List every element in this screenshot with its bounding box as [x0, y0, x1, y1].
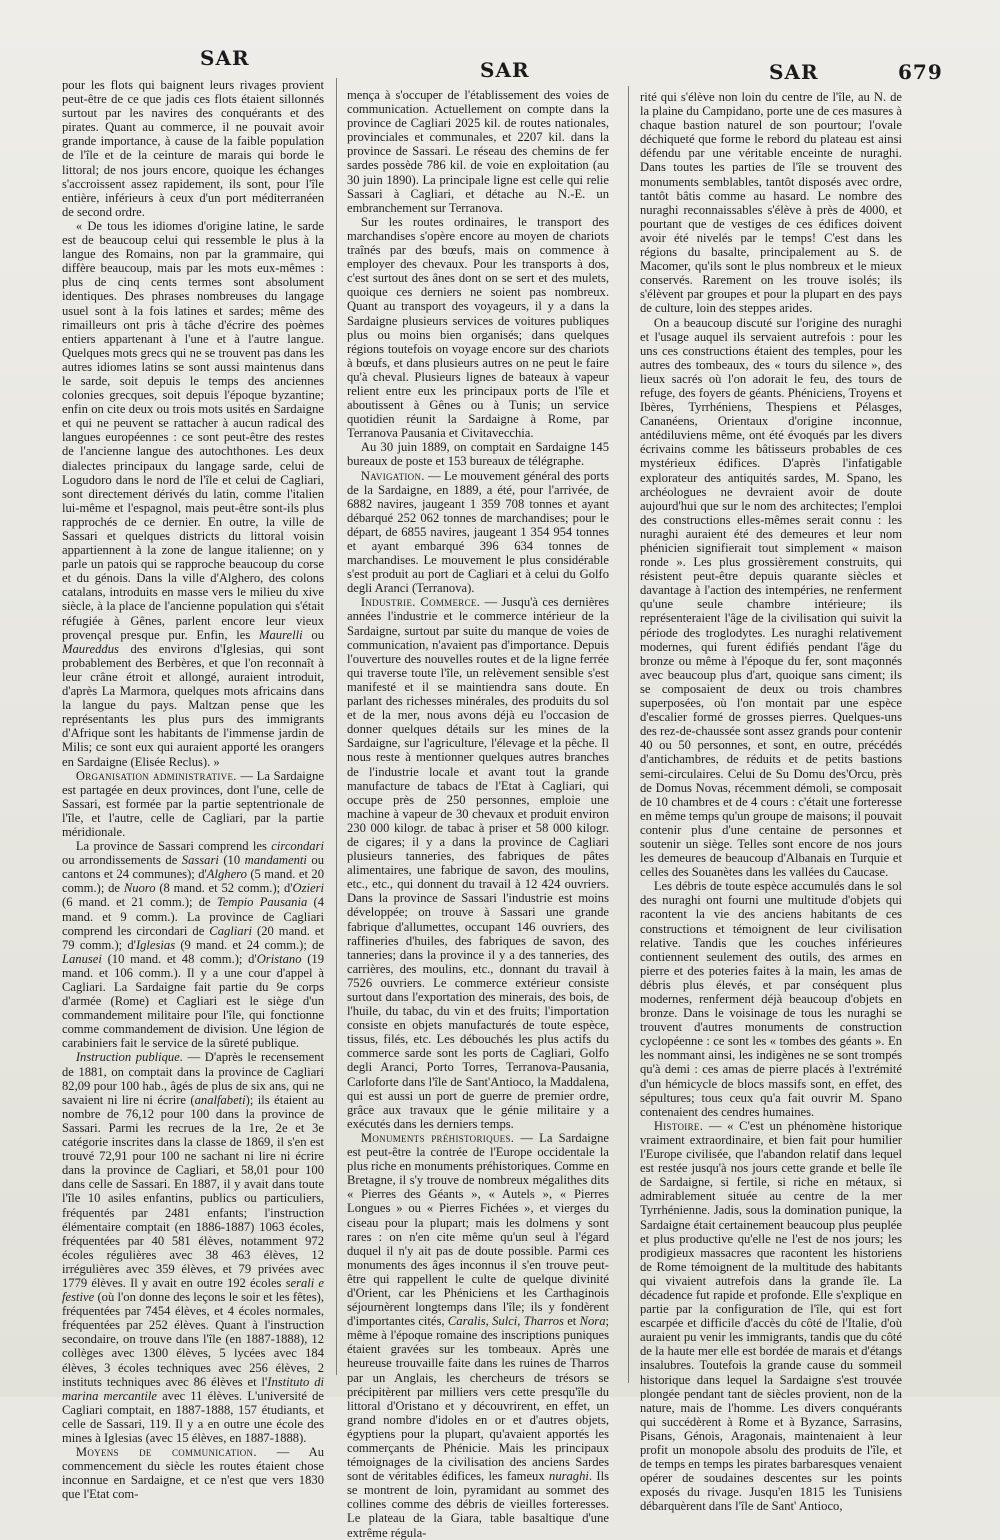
italic-term: Caralis, Sulci, Tharros	[447, 1314, 564, 1329]
italic-term: Nuoro	[123, 881, 156, 896]
text-run: (6 mand. et 21 comm.); de	[62, 895, 217, 910]
running-header-right: SAR	[769, 60, 819, 84]
page-number: 679	[898, 60, 943, 84]
italic-term: analfabeti	[194, 1092, 246, 1107]
text-run: — Le mouvement général des ports de la Sardaigne, en 1889, a été, pour l'arrivée, de 6882 navires, jaugeant 1 359 708 tonnes et ayant débarqué 252 062 tonnes de marchandises; pour le départ, de 6855 navires, jaugeant 1 354 954 tonnes et ayant embarqué 396 634 tonnes de marchandises. Le mouvement le plus considérable s'est produit au port de Cagliari et à celui du Golfo degli Aranci (Terranova).	[347, 468, 609, 596]
italic-term: Ozieri	[292, 881, 324, 896]
paragraph: On a beaucoup discuté sur l'origine des nuraghi et l'usage auquel ils servaient autrefois : pour les uns ces constructions étaient des temples, pour les autres des tombeaux, des « tours du silence », des lieux sacrés où l'on adorait le feu, des tours de refuge, des foyers de géants. Phéniciens, Troyens et Ibères, Tyrrhéniens, Thespiens et Pélasges, Cananéens, Orientaux d'origine inconnue, antédiluviens même, ont été évoqués par les divers écrivains comme les bâtisseurs probables de ces mystérieux édifices. D'après l'infatigable explorateur des antiquités sardes, M. Spano, les archéologues ne devraient avoir de doute aujourd'hui que sur le nom des architectes; l'emploi des constructions elles-mêmes serait connu : les nuraghi auraient été des demeures et leur nom phénicien signifierait tout simplement « maison ronde ». Les plus grossièrement construits, qui résistent peut-être depuis quarante siècles et davantage à l'action des intempéries, ne renferment qu'une seule chambre intérieure; ils représenteraient l'âge de la civilisation qui suivit la période des troglodytes. Les nuraghi relativement modernes, qui furent édifiés pendant l'âge du bronze ou même à l'époque du fer, sont maçonnés avec beaucoup plus d'art, quoique sans ciment; ils se composaient de deux ou trois chambres superposées, où l'on montait par une espèce d'escalier formé de grosses pierres. Quelques-uns des rez-de-chaussée sont assez grands pour contenir 40 ou 50 personnes, et sont, en outre, précédés d'antichambres, de réduits et de petits bastions semi-circulaires. Celui de Su Domu des'Orcu, près de Domus Novas, récemment démoli, se composait de 10 chambres et de 4 cours : c'était une forteresse en même temps qu'un groupe de maisons; il pouvait contenir plus d'une centaine de personnes et soutenir un siège. Telles sont encore de nos jours les demeures de beaucoup d'Albanais en Turquie et celles des Souanètes dans les vallées du Caucase.	[640, 315, 902, 880]
italic-term: circondari	[271, 839, 324, 854]
text-column-3	[640, 90, 902, 1514]
paragraph	[62, 769, 324, 839]
text-run: (8 mand. et 52 comm.); d'	[155, 881, 293, 896]
italic-term: Tempio Pausania	[216, 895, 308, 910]
text-run: ou arrondissements de	[62, 853, 182, 868]
italic-term: Iglesias	[135, 937, 176, 952]
italic-term: Instituto di marina mercantile	[62, 1374, 324, 1403]
section-heading: Navigation.	[360, 468, 425, 483]
running-header-left: SAR	[200, 46, 250, 70]
italic-term: Nora	[579, 1314, 606, 1329]
text-run: avec 11 élèves. L'université de Cagliari comptait, en 1887-1888, 157 étudiants, et celle de Sassari, 119. Il y a en outre une école des mines à Iglesias (avec 15 élèves, en 1887-1888).	[62, 1388, 325, 1445]
text-run: (10 mand. et 48 comm.); d'	[101, 951, 257, 966]
text-run: des environs d'Iglesias, qui sont probablement des Berbères, et que l'on reconnaît à leur crâne étroit et allongé, auraient introduit, d'après La Marmora, quelques mots africains dans la langue du pays. Maltzan pense que les représentants les plus purs des immigrants d'Afrique sont les habitants de l'immense jardin de Milis; ce sont eux qui auraient apporté les orangers en Sardaigne (Elisée Reclus). »	[62, 641, 324, 769]
paragraph	[62, 1050, 324, 1445]
paragraph	[347, 469, 609, 596]
paragraph: rité qui s'élève non loin du centre de l'île, au N. de la plaine du Campidano, porte une de ces masures à chaque bastion naturel de son pourtour; l'ovale déchiqueté que forme le rebord du plateau est ainsi défendu par une véritable enceinte de nuraghi. Dans toutes les parties de l'île se trouvent des monuments semblables, tantôt disposés avec ordre, tantôt bâtis comme au hasard. Le nombre des nuraghi reconnaissables s'élève à près de 4000, et pourtant que de vestiges de ces édifices doivent avoir été nivelés par le temps! C'est dans les régions du basalte, principalement au S. de Macomer, qu'ils sont le plus nombreux et le mieux conservés. Rarement on les trouve isolés; ils s'élèvent par groupes et pour la plupart en des pays de culture, loin des steppes arides.	[640, 90, 902, 316]
text-run: La province de Sassari comprend les	[75, 839, 272, 854]
text-run: ou cantons et 24 communes); d'	[62, 853, 324, 882]
text-run: — La Sardaigne est peut-être la contrée de l'Europe occidentale la plus riche en monuments préhistoriques. Comme en Bretagne, il s'y trouve de nombreux mégalithes dits « Pierres des Géants », « Autels », « Pierres Longues » ou « Pierres Fichées », et vierges du ciseau pour la plupart; mais les dolmens y sont rares : on n'en cite même qu'un seul à l'égard duquel il n'y ait pas de doute possible. Parmi ces monuments des âges inconnus il s'en trouve peut-être qui rappellent le culte de quelque divinité d'Orient, car les Phéniciens et les Carthaginois séjournèrent longtemps dans l'île; ils y fondèrent d'importantes cités,	[347, 1130, 609, 1329]
text-run: (4 mand. et 9 comm.). La province de Cagliari comprend les circondari de	[62, 895, 324, 938]
italic-term: mandamenti	[244, 853, 307, 868]
paragraph	[62, 839, 324, 1050]
paragraph: Les débris de toute espèce accumulés dans le sol des nuraghi ont fourni une multitude d'objets qui racontent la vie des anciens habitants de ces constructions et témoignent de leur civilisation relative. Tandis que les couches inférieures contiennent seulement des outils, des armes en pierre et des poteries faites à la main, les amas de débris plus élevés, et par conséquent plus modernes, renferment déjà beaucoup d'objets en bronze. Dans le voisinage de tous les nuraghi se trouvent d'autres monuments de construction cyclopéenne : ce sont les « tombes des géants ». En les nommant ainsi, les indigènes ne se sont trompés qu'à demi : ces amas de pierre placés à l'extrémité d'un hémicycle de blocs massifs sont, en effet, des sépultures; tous ceux qu'a fait ouvrir M. Spano contenaient des cendres humaines.	[640, 879, 902, 1119]
italic-term: serali e festive	[62, 1275, 324, 1305]
italic-term: Maurelli	[259, 627, 303, 642]
text-run: et	[563, 1314, 580, 1329]
italic-term: Maureddus	[62, 641, 119, 656]
text-run: « De tous les idiomes d'origine latine, le sarde est de beaucoup celui qui ressemble le plus à la langue des Romains, non par la grammaire, qui diffère beaucoup, mais par les mots eux-mêmes : plus de cinq cents termes sont absolument identiques. Des phrases nombreuses du langage usuel sont à la fois latines et sardes; même des rimailleurs ont pris à tâche d'écrire des poèmes entiers appartenant à l'une et à l'autre langue. Quelques mots grecs qui ne se trouvent pas dans les autres idiomes latins se sont aussi maintenus dans le sarde, soit depuis le temps des anciennes colonies grecques, soit depuis l'époque byzantine; enfin on cite deux ou trois mots usités en Sardaigne et qui ne peuvent se rattacher à aucun radical des langues européennes : ce sont peut-être des restes de l'ancienne langue des autochthones. Les deux dialectes principaux du langage sarde, celui de Logudoro dans le nord de l'île et celui de Cagliari, sont directement dérivés du latin, comme l'italien lui-même et l'espagnol, mais peut-être sont-ils plus rapprochés de ce dernier. En outre, la ville de Sassari et quelques districts du littoral voisin appartiennent à la zone de langue italienne; on y parle un patois qui se rapproche beaucoup du corse et du génois. Dans la ville d'Alghero, des colons catalans, introduits en masse vers le milieu du xive siècle, à la place de l'ancienne population qui s'était réfugiée à Gênes, parlent encore leur vieux provençal presque pur. Enfin, les	[62, 218, 324, 642]
section-heading: Moyens de communication.	[75, 1445, 257, 1460]
text-column-1	[62, 78, 325, 1502]
text-run: (où l'on donne des leçons le soir et les fêtes), fréquentées par 7454 élèves, et 4 écoles normales, fréquentées par 252 élèves. Quant à l'instruction secondaire, on trouve dans l'île (en 1887-1888), 12 collèges avec 1300 élèves, 5 lycées avec 184 élèves, 3 écoles techniques avec 256 élèves, 2 instituts techniques avec 86 élèves et l'	[62, 1290, 324, 1389]
text-run: — « C'est un phénomène historique vraiment extraordinaire, et bien fait pour humilier l'Europe civilisée, que l'abandon relatif dans lequel est restée jusqu'à nos jours cette grande et belle île de Sardaigne, si fertile, si riche en métaux, si admirablement située au centre de la mer Tyrrhénienne. Jadis, sous la domination punique, la Sardaigne était certainement beaucoup plus peuplée et plus productive qu'elle ne l'est de nos jours; les prodigieux massacres que racontent les historiens de Rome témoignent de la multitude des habitants qui vivaient autrefois dans la grande île. La décadence fut rapide et profonde. Elle s'explique en partie par la configuration de l'île, qui est fort escarpée et difficile d'accès du côté de l'Italie, d'où auraient pu venir les immigrants, tandis que du côté de la haute mer elle est bordée de marais et d'étangs insalubres. Toutefois la grande cause du sommeil historique dans lequel la Sardaigne s'est trouvée plongée pendant tant de siècles provient, non de la nature, mais de l'homme. Les divers conquérants qui succédèrent à Rome et à Byzance, Sarrasins, Pisans, Génois, Aragonais, maintenaient à leur profit un monopole absolu des produits de l'île, et de temps en temps les pirates barbaresques venaient opérer de soudaines descentes sur les points exposés du rivage. Jusqu'en 1815 les Tunisiens débarquèrent dans l'île de Sant' Antioco,	[640, 1118, 902, 1514]
text-column-2	[347, 88, 609, 1540]
text-run: — Jusqu'à ces dernières années l'industrie et le commerce intérieur de la Sardaigne, surtout par suite du manque de voies de communication, n'avaient pas d'importance. Depuis l'ouverture des nouvelles routes et de la ligne ferrée qui traverse toute l'île, un relèvement sensible s'est manifesté et il se maintiendra sans doute. En parlant des richesses minérales, des produits du sol et de la mer, nous avons déjà eu l'occasion de donner quelques détails sur les mines de la Sardaigne, sur l'agriculture, l'élevage et la pêche. Il nous reste à mentionner quelques autres branches de l'industrie locale et avant tout la grande manufacture de tabacs de l'Etat à Cagliari, qui occupe près de 250 personnes, emploie une machine à vapeur de 30 chevaux et produit environ 230 000 kilogr. de tabac à priser et 58 000 kilogr. de cigares; il y a dans la province de Cagliari plusieurs tanneries, des fabriques de pâtes alimentaires, une fabrique de savon, des moulins, etc., etc., qui donnent du travail à 12 424 ouvriers. Dans la province de Sassari l'industrie est moins développée; on trouve à Sassari une grande fabrique d'allumettes, occupant 146 ouvriers, des raffineries d'huiles, des fabriques de savon, des tanneries; dans la province il y a des tanneries, des carrières, des moulins, etc., donnant du travail à 7526 ouvriers. Le commerce extérieur consiste surtout dans l'exportation des minerais, des bois, de l'huile, du tabac, du vin et des fruits; l'importation consiste en objets manufacturés de toute espèce, tissus, filés, etc. Les débouchés les plus actifs du commerce sarde sont les ports de Cagliari, Golfo degli Aranci, Porto Torres, Terranova-Pausania, Carloforte dans l'île de Sant'Antioco, la Maddalena, qui est aussi un port de guerre de premier ordre, grâce aux travaux que le génie militaire y a exécutés dans les derniers temps.	[347, 595, 609, 1131]
paragraph	[62, 219, 324, 769]
italic-term: Cagliari	[209, 923, 252, 938]
section-heading: Organisation administrative.	[75, 768, 237, 783]
section-heading: Histoire.	[653, 1118, 704, 1133]
paragraph: Sur les routes ordinaires, le transport des marchandises s'opère encore au moyen de chariots traînés par des bœufs, mais on commence à employer des chevaux. Pour les transports à dos, c'est surtout des ânes dont on se sert et des mulets, quoique ces derniers ne soient pas nombreux. Quant au transport des voyageurs, il y a dans la Sardaigne plusieurs services de voitures publiques plus ou moins bien organisés; dans quelques régions toutefois on voyage encore sur des chariots à bœufs, et dans plusieurs autres on ne peut le faire qu'à cheval. Plusieurs lignes de bateaux à vapeur relient entre eux les principaux ports de l'île et aboutissent à Gênes ou à Tunis; un service quotidien réunit la Sardaigne à Rome, par Terranova Pausania et Civitavecchia.	[347, 214, 609, 441]
text-run: — Au commencement du siècle les routes étaient chose inconnue en Sardaigne, et ce n'est que vers 1830 que l'Etat com-	[62, 1445, 325, 1502]
paragraph: Au 30 juin 1889, on comptait en Sardaigne 145 bureaux de poste et 153 bureaux de télégraphe.	[347, 440, 609, 469]
text-run: (10	[218, 853, 245, 868]
section-heading: Industrie. Commerce.	[360, 595, 481, 610]
text-run: . Ils se montrent de loin, pyramidant au sommet des collines comme des débris de vieilles forteresses. Le plateau de la Giara, table basaltique d'une extrême régula-	[347, 1469, 609, 1540]
text-run: (5 mand. et 20 comm.); de	[62, 867, 324, 896]
section-heading: Monuments préhistoriques.	[360, 1130, 515, 1145]
paragraph	[347, 595, 609, 1131]
paragraph	[62, 1445, 324, 1501]
paragraph: mença à s'occuper de l'établissement des voies de communication. Actuellement on compte dans la province de Cagliari 2025 kil. de routes nationales, provinciales et communales, et 2207 kil. dans la province de Sassari. Le réseau des chemins de fer sardes possède 786 kil. de voie en exploitation (au 30 juin 1890). La principale ligne est celle qui relie Sassari à Cagliari, et détache au N.-E. un embranchement sur Terranova.	[347, 88, 609, 215]
running-header-center: SAR	[480, 58, 530, 82]
text-run: (20 mand. et 79 comm.); d'	[62, 923, 325, 952]
column-rule-2	[628, 86, 629, 1383]
text-run: ou	[302, 627, 324, 642]
paragraph: pour les flots qui baignent leurs rivages provient peut-être de ce que jadis ces flots étaient sillonnés surtout par les navires des conquérants et des pirates. Quant au commerce, il ne pouvait avoir grande importance, à cause de la faible population de l'île et de la ceinture de marais qui borde le littoral; de nos jours encore, quoique les échanges s'accroissent assez rapidement, ils sont, pour l'île entière, inférieurs à ceux d'un port méditerranéen de second ordre.	[62, 78, 324, 219]
text-run: — D'après le recensement de 1881, on comptait dans la province de Cagliari 82,09 pour 100 hab., âgés de plus de six ans, qui ne savaient ni lire ni écrire (	[62, 1050, 324, 1107]
italic-term: nuraghi	[549, 1469, 589, 1484]
italic-term: Oristano	[256, 951, 302, 966]
text-run: (9 mand. et 24 comm.); de	[175, 937, 324, 952]
italic-term: Lanusei	[62, 951, 102, 966]
paragraph	[347, 1131, 609, 1540]
section-heading: Instruction publique.	[75, 1050, 183, 1065]
text-run: ); ils étaient au nombre de 76,12 pour 100 dans la province de Sassari. Parmi les recrues de la 1re, 2e et 3e catégorie inscrites dans la classe de 1869, il s'en est trouvé 72,91 pour 100 ne sachant ni lire ni écrire dans la province de Cagliari, et 58,01 pour 100 dans celle de Sassari. En 1887, il y avait dans toute l'île 10 asiles enfantins, publics ou particuliers, fréquentés par 2481 enfants; l'instruction élémentaire comptait (en 1886-1887) 1063 écoles, fréquentées par 40 581 élèves, notamment 972 écoles régulières avec 38 463 élèves, 12 irrégulières avec 359 élèves, et 79 privées avec 1779 élèves. Il y avait en outre 192 écoles	[62, 1092, 324, 1290]
italic-term: Alghero	[206, 867, 247, 882]
column-rule-1	[336, 78, 337, 1375]
text-run: — La Sardaigne est partagée en deux provinces, dont l'une, celle de Sassari, est formée par la partie septentrionale de l'île, et l'autre, celle de Cagliari, par la partie méridionale.	[62, 768, 324, 839]
italic-term: Sassari	[181, 853, 219, 868]
text-run: (19 mand. et 106 comm.). Il y a une cour d'appel à Cagliari. La Sardaigne fait partie du 9e corps d'armée (Rome) et Cagliari est le siège d'un commandement militaire pour l'île, qui fonctionne comme commandement de division. Une légion de carabiniers fait le service de la sûreté publique.	[62, 951, 325, 1051]
text-run: ; même à l'époque romaine des inscriptions puniques étaient gravées sur les tombeaux. Après une heureuse trouvaille faite dans les ruines de Tharros par un Anglais, les chercheurs de trésors se précipitèrent par milliers vers cette presqu'île du littoral d'Oristano et y découvrirent, en effet, un grand nombre d'idoles en or et d'autres objets, égyptiens pour la plupart, qu'avaient apportés les commerçants de Phénicie. Mais les principaux témoignages de la civilisation des anciens Sardes sont de véritables édifices, les fameux	[347, 1314, 609, 1484]
paragraph	[640, 1119, 902, 1514]
